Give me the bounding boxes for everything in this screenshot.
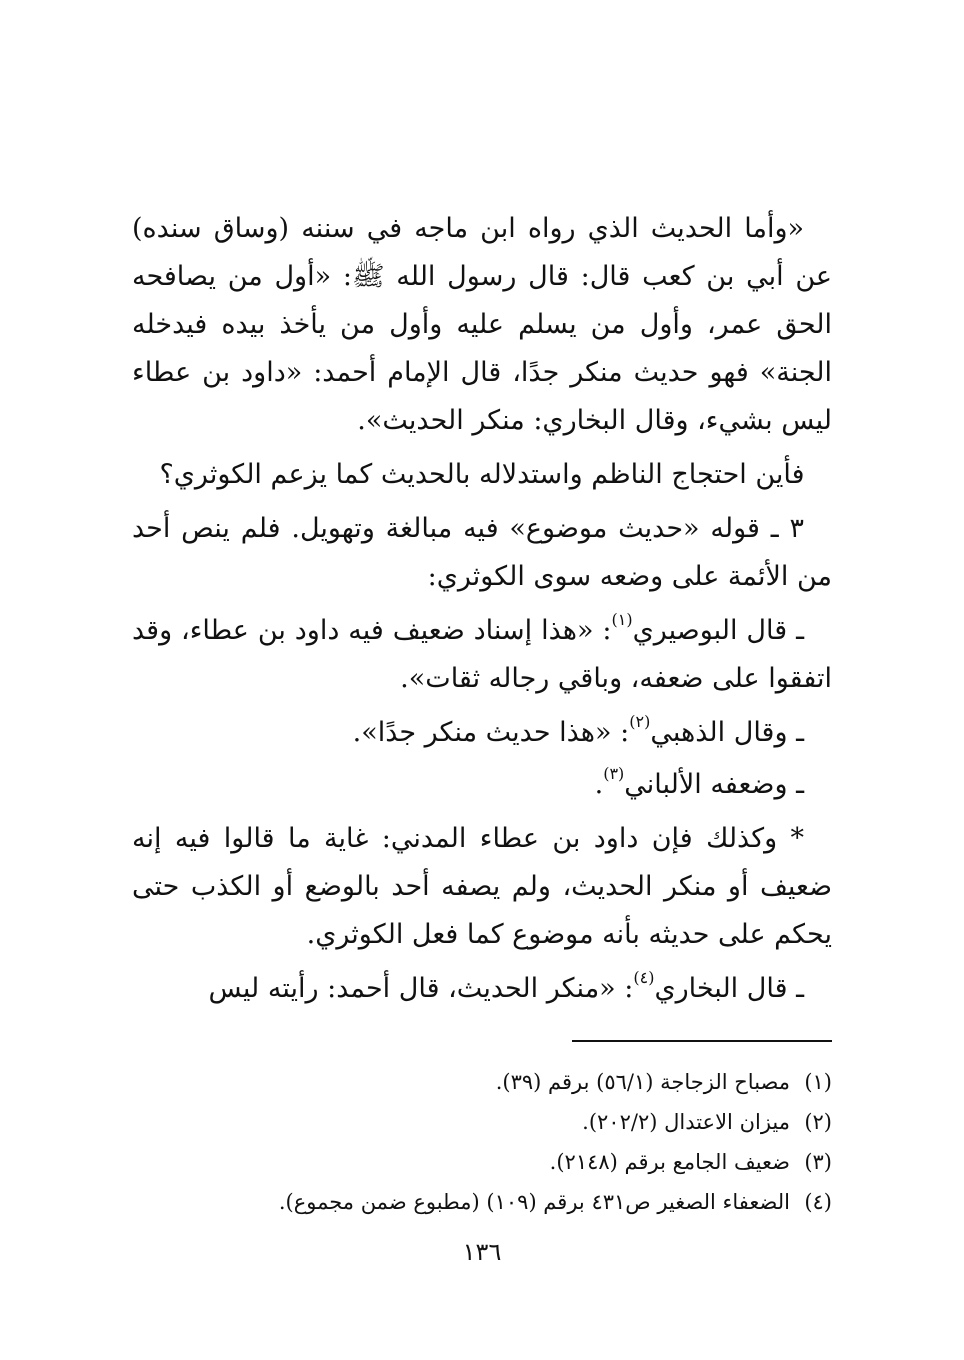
footnote-text: ضعيف الجامع برقم (٢١٤٨). [549, 1150, 790, 1174]
paragraph-busiri [132, 607, 832, 703]
bukhari-lead: ـ قال البخاري [654, 973, 804, 1004]
footnotes [132, 1062, 832, 1222]
footnote-3 [132, 1142, 832, 1182]
footnote-ref-1: (١) [611, 610, 633, 629]
albani-lead: ـ وضعفه الألباني [624, 769, 804, 800]
main-text [132, 205, 832, 1019]
footnote-1 [132, 1062, 832, 1102]
footnote-number: (١) [804, 1070, 832, 1094]
busiri-lead: ـ قال البوصيري [632, 615, 804, 646]
footnote-number: (٤) [804, 1190, 832, 1214]
busiri-quote: : «هذا إسناد ضعيف فيه داود بن عطاء، وقد اتفقوا على ضعفه، وباقي رجاله ثقات». [132, 615, 832, 694]
page-number: ١٣٦ [462, 1238, 502, 1266]
albani-end: . [594, 769, 604, 800]
footnote-text: مصباح الزجاجة (٥٦/١) برقم (٣٩). [495, 1070, 790, 1094]
dhahabi-quote: : «هذا حديث منكر جدًا». [352, 717, 630, 748]
footnote-ref-2: (٢) [629, 712, 651, 731]
paragraph-question: فأين احتجاج الناظم واستدلاله بالحديث كما يزعم الكوثري؟ [159, 459, 805, 490]
footnote-ref-3: (٣) [603, 764, 625, 783]
footnote-number: (٣) [804, 1150, 832, 1174]
dhahabi-lead: ـ وقال الذهبي [650, 717, 804, 748]
footnote-2 [132, 1102, 832, 1142]
paragraph-dawud: * وكذلك فإن داود بن عطاء المدني: غاية ما قالوا فيه إنه ضعيف أو منكر الحديث، ولم يصفه أحد بالوضع أو الكذب حتى يحكم على حديثه بأنه موضوع كما فعل الكوثري. [132, 823, 832, 950]
footnote-number: (٢) [804, 1110, 832, 1134]
paragraph-point-3: ٣ ـ قوله «حديث موضوع» فيه مبالغة وتهويل. فلم ينص أحد من الأئمة على وضعه سوى الكوثري: [132, 513, 832, 592]
paragraph-hadith-quote: «وأما الحديث الذي رواه ابن ماجه في سننه (وساق سنده) عن أبي بن كعب قال: قال رسول الله ﷺ: «أول من يصافحه الحق عمر، وأول من يسلم عليه وأول من يأخذ بيده فيدخله الجنة» فهو حديث منكر جدًا، قال الإمام أحمد: «داود بن عطاء ليس بشيء، وقال البخاري: منكر الحديث». [132, 213, 832, 436]
footnote-divider [572, 1040, 832, 1042]
paragraph-bukhari [132, 965, 832, 1013]
footnote-text: ميزان الاعتدال (٢٠٢/٢). [582, 1110, 790, 1134]
footnote-text: الضعفاء الصغير ص٤٣١ برقم (١٠٩) (مطبوع ضمن مجموع). [278, 1190, 790, 1214]
bukhari-quote: : «منكر الحديث، قال أحمد: رأيته ليس [208, 973, 634, 1004]
footnote-4 [132, 1182, 832, 1222]
paragraph-dhahabi [132, 709, 832, 757]
paragraph-albani [132, 761, 832, 809]
footnote-ref-4: (٤) [633, 968, 655, 987]
